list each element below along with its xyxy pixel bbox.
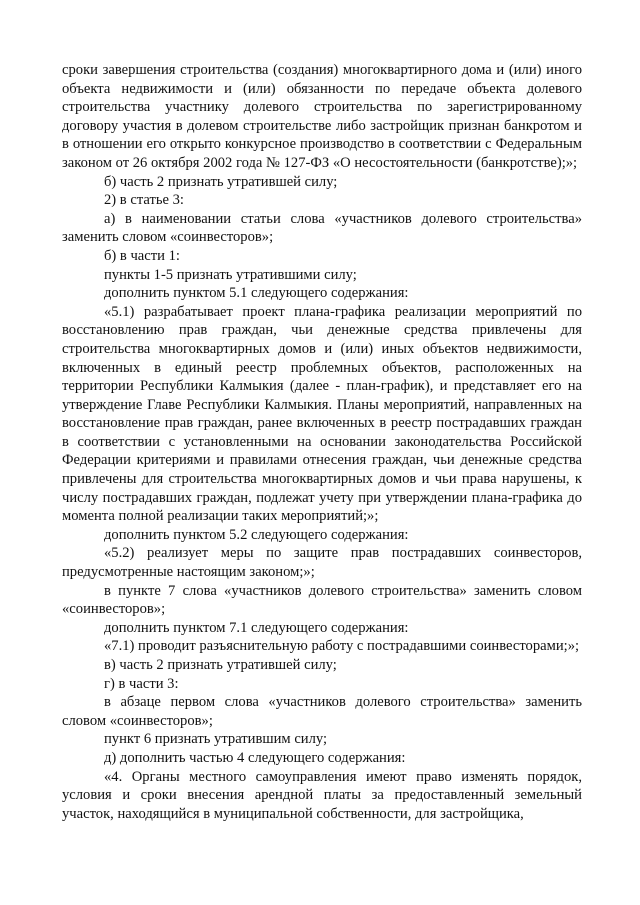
paragraph-8: «5.1) разрабатывает проект плана-графика реализации мероприятий по восстановлению прав граждан, чьи денежные средства привлечены для строительства многоквартирных домов и (или) иных объектов недвижимости, включенных в единый реестр проблемных объектов, расположенных на территории Республики Калмыкия (далее - план-график), и представляет его на утверждение Главе Республики Калмыкия. Планы мероприятий, направленных на восстановление прав граждан, ранее включенных в реестр пострадавших граждан в соответствии с установленными на основании законодательства Российской Федерации критериями и правилами отнесения граждан, чьи денежные средства привлечены для строительства многоквартирных домов и чьи права нарушены, к числу пострадавших граждан, подлежат учету при утверждении плана-графика до момента полной реализации таких мероприятий;»; xyxy=(62,303,582,525)
paragraph-16: в абзаце первом слова «участников долевого строительства» заменить словом «соинвесторов»; xyxy=(62,694,582,729)
paragraph-10: «5.2) реализует меры по защите прав пострадавших соинвесторов, предусмотренные настоящим законом;»; xyxy=(62,545,582,581)
paragraph-1: сроки завершения строительства (создания) многоквартирного дома и (или) иного объекта недвижимости и (или) обязанности по передаче объекта долевого строительства участнику долевого строительства по зарегистрированному договору участия в долевом строительстве либо застройщик признан банкротом и в отношении его открыто конкурсное производство в соответствии с Федеральным законом от 26 октября 2002 года № 127-ФЗ «О несостоятельности (банкротстве);»; xyxy=(62,62,582,171)
paragraph-17: пункт 6 признать утратившим силу; xyxy=(104,731,328,748)
paragraph-7: дополнить пунктом 5.1 следующего содержания: xyxy=(104,285,409,302)
paragraph-6: пункты 1-5 признать утратившими силу; xyxy=(104,266,357,283)
paragraph-19: «4. Органы местного самоуправления имеют право изменять порядок, условия и сроки внесения арендной платы за предоставленный земельный участок, находящийся в муниципальной собственности, для застройщика, xyxy=(62,768,582,822)
paragraph-15: г) в части 3: xyxy=(104,675,179,692)
paragraph-12: дополнить пунктом 7.1 следующего содержания: xyxy=(104,619,409,636)
document-body xyxy=(62,61,582,823)
paragraph-11: в пункте 7 слова «участников долевого строительства» заменить словом «соинвесторов»; xyxy=(62,582,582,618)
paragraph-3: 2) в статье 3: xyxy=(104,192,184,209)
paragraph-2: б) часть 2 признать утратившей силу; xyxy=(104,173,338,190)
paragraph-13: «7.1) проводит разъяснительную работу с пострадавшими соинвесторами;»; xyxy=(104,638,580,655)
paragraph-9: дополнить пунктом 5.2 следующего содержания: xyxy=(104,526,409,543)
paragraph-14: в) часть 2 признать утратившей силу; xyxy=(104,657,337,673)
paragraph-5: б) в части 1: xyxy=(104,247,180,264)
paragraph-18: д) дополнить частью 4 следующего содержания: xyxy=(104,749,406,766)
paragraph-4: а) в наименовании статьи слова «участников долевого строительства» заменить словом «соинвесторов»; xyxy=(62,210,582,246)
